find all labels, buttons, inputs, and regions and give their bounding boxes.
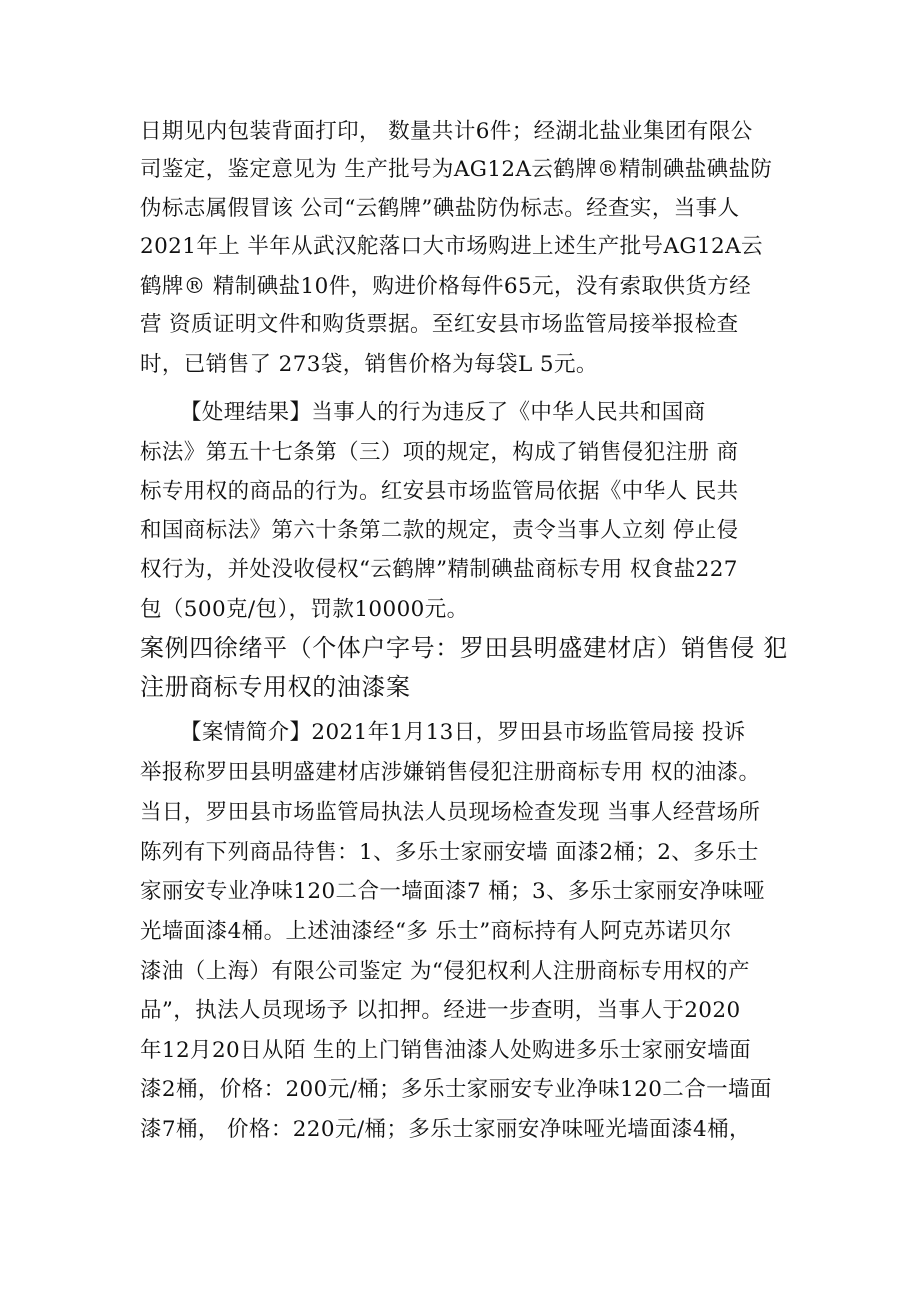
text-line: 包（500克/包），罚款10000元。 <box>140 597 469 622</box>
text-line: 营 资质证明文件和购货票据。至红安县市场监管局接举报检查 <box>140 312 739 337</box>
text-line: 司鉴定，鉴定意见为 生产批号为AG12A云鹤牌®精制碘盐碘盐防 <box>140 157 773 182</box>
text-line: 漆油（上海）有限公司鉴定 为“侵犯权利人注册商标专用权的产 <box>140 959 750 984</box>
text-line: 品”，执法人员现场予 以扣押。经进一步查明，当事人于2020 <box>140 998 741 1023</box>
text-line: 和国商标法》第六十条第二款的规定，责令当事人立刻 停止侵 <box>140 518 739 543</box>
text-line: 漆2桶，价格：200元/桶；多乐士家丽安专业净味120二合一墙面 <box>140 1077 772 1102</box>
text-line: 家丽安专业净味120二合一墙面漆7 桶；3、多乐士家丽安净味哑 <box>140 879 766 904</box>
text-line: 时，已销售了 273袋，销售价格为每袋L 5元。 <box>140 352 598 377</box>
text-line: 标法》第五十七条第（三）项的规定，构成了销售侵犯注册 商 <box>140 440 739 465</box>
text-line: 举报称罗田县明盛建材店涉嫌销售侵犯注册商标专用 权的油漆。 <box>140 760 761 785</box>
text-line: 标专用权的商品的行为。红安县市场监管局依据《中华人 民共 <box>140 479 739 504</box>
text-line: 年12月20日从陌 生的上门销售油漆人处购进多乐士家丽安墙面 <box>140 1038 752 1063</box>
text-line: 权行为，并处没收侵权“云鹤牌”精制碘盐商标专用 权食盐227 <box>140 557 738 582</box>
case-title: 注册商标专用权的油漆案 <box>140 673 411 701</box>
text-line: 2021年上 半年从武汉舵落口大市场购进上述生产批号AG12A云 <box>140 234 763 259</box>
text-line: 当日，罗田县市场监管局执法人员现场检查发现 当事人经营场所 <box>140 800 761 825</box>
text-line: 伪标志属假冒该 公司“云鹤牌”碘盐防伪标志。经查实，当事人 <box>140 196 740 221</box>
text-line: 陈列有下列商品待售：1、多乐士家丽安墙 面漆2桶；2、多乐士 <box>140 840 759 865</box>
section-heading-case-summary: 【案情简介】2021年1月13日，罗田县市场监管局接 投诉 <box>180 720 746 745</box>
case-title: 案例四徐绪平（个体户字号：罗田县明盛建材店）销售侵 犯 <box>140 634 788 662</box>
text-line: 光墙面漆4桶。上述油漆经“多 乐士”商标持有人阿克苏诺贝尔 <box>140 919 732 944</box>
text-line: 日期见内包装背面打印， 数量共计6件；经湖北盐业集团有限公 <box>140 119 753 144</box>
text-line: 鹤牌® 精制碘盐10件，购进价格每件65元，没有索取供货方经 <box>140 274 752 299</box>
text-line: 漆7桶， 价格：220元/桶；多乐士家丽安净味哑光墙面漆4桶， <box>140 1117 751 1142</box>
section-heading-processing-result: 【处理结果】当事人的行为违反了《中华人民共和国商 <box>180 400 706 425</box>
